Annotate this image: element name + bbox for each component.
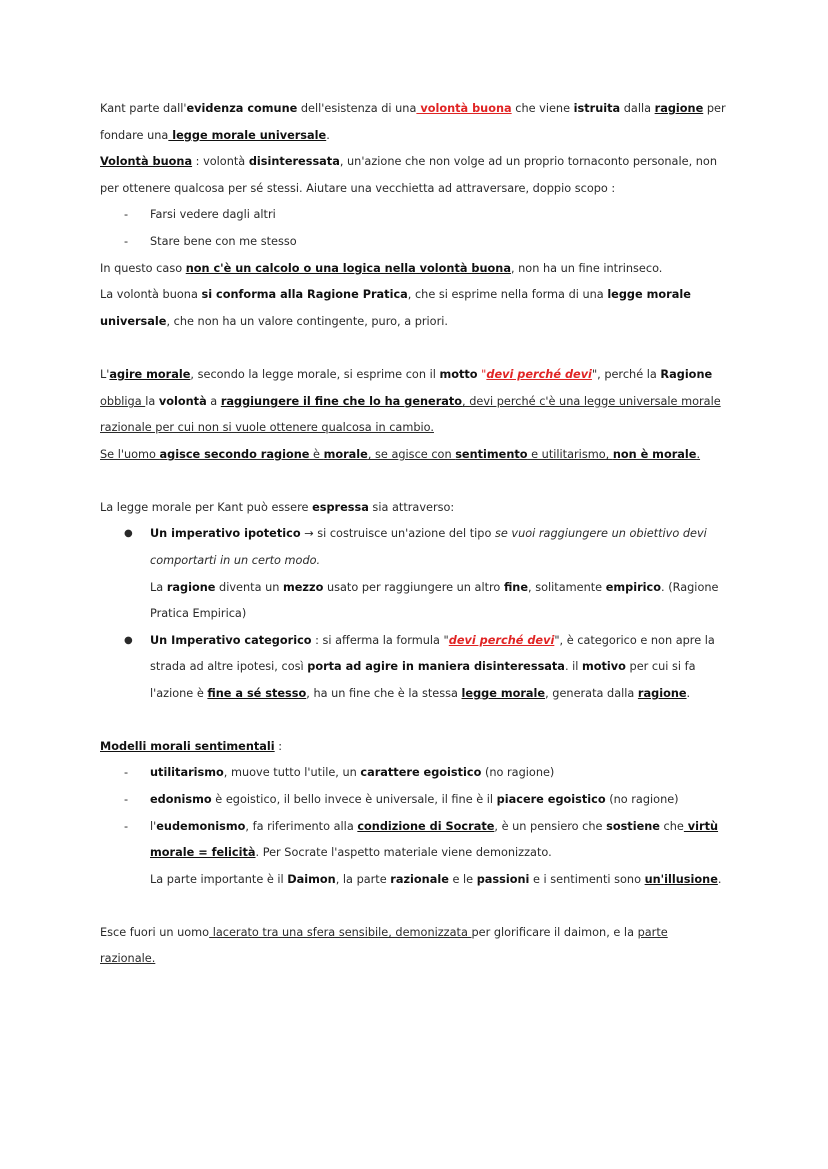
bullet-dot: ● bbox=[124, 528, 133, 539]
para1-line1: Kant parte dall'evidenza comune dell'esistenza di una volontà buona che viene istruita dalla ragione per bbox=[100, 102, 726, 115]
para2-line3: In questo caso non c'è un calcolo o una logica nella volontà buona, non ha un fine intrinseco. bbox=[100, 262, 663, 275]
list-item-eudemonismo-line2: morale = felicità. Per Socrate l'aspetto materiale viene demonizzato. bbox=[150, 846, 552, 859]
bullet-item-categorico-line2: strada ad altre ipotesi, così porta ad agire in maniera disinteressata. il motivo per cui si fa bbox=[150, 660, 696, 673]
para3-line3: razionale per cui non si vuole ottenere qualcosa in cambio. bbox=[100, 421, 434, 434]
list-item-utilitarismo: utilitarismo, muove tutto l'utile, un carattere egoistico (no ragione) bbox=[150, 766, 555, 779]
para1-line2: fondare una legge morale universale. bbox=[100, 129, 330, 142]
para3-line4: Se l'uomo agisce secondo ragione è morale, se agisce con sentimento e utilitarismo, non è morale. bbox=[100, 448, 701, 461]
list-dash: - bbox=[124, 208, 129, 221]
bullet-item-ipotetico-line4: Pratica Empirica) bbox=[150, 607, 247, 620]
para3-line2: obbliga la volontà a raggiungere il fine che lo ha generato, devi perché c'è una legge universale morale bbox=[100, 395, 721, 408]
section-title-modelli: Modelli morali sentimentali : bbox=[100, 740, 283, 753]
para2-line4: La volontà buona si conforma alla Ragione Pratica, che si esprime nella forma di una legge morale bbox=[100, 288, 691, 301]
list-item: Stare bene con me stesso bbox=[150, 235, 297, 248]
bullet-item-ipotetico-line2: comportarti in un certo modo. bbox=[150, 554, 321, 567]
list-dash: - bbox=[124, 793, 129, 806]
list-dash: - bbox=[124, 766, 129, 779]
para2-line1: Volontà buona : volontà disinteressata, un'azione che non volge ad un proprio tornaconto personale, non bbox=[100, 155, 717, 168]
bullet-item-categorico: Un Imperativo categorico : si afferma la formula "devi perché devi", è categorico e non apre la bbox=[150, 634, 715, 647]
para6-line2: razionale. bbox=[100, 952, 156, 965]
list-item: Farsi vedere dagli altri bbox=[150, 208, 276, 221]
list-item-eudemonismo-line3: La parte importante è il Daimon, la parte razionale e le passioni e i sentimenti sono un'illusione. bbox=[150, 873, 722, 886]
para2-line2: per ottenere qualcosa per sé stessi. Aiutare una vecchietta ad attraversare, doppio scopo : bbox=[100, 182, 616, 195]
list-item-edonismo: edonismo è egoistico, il bello invece è universale, il fine è il piacere egoistico (no ragione) bbox=[150, 793, 679, 806]
list-dash: - bbox=[124, 235, 129, 248]
para6-line1: Esce fuori un uomo lacerato tra una sfera sensibile, demonizzata per glorificare il daimon, e la parte bbox=[100, 926, 668, 939]
list-dash: - bbox=[124, 820, 129, 833]
bullet-dot: ● bbox=[124, 635, 133, 646]
bullet-item-ipotetico-line3: La ragione diventa un mezzo usato per raggiungere un altro fine, solitamente empirico. (Ragione bbox=[150, 581, 719, 594]
bullet-item-categorico-line3: l'azione è fine a sé stesso, ha un fine che è la stessa legge morale, generata dalla ragione. bbox=[150, 687, 691, 700]
para3-line1: L'agire morale, secondo la legge morale, si esprime con il motto "devi perché devi", perché la Ragione bbox=[100, 368, 713, 381]
bullet-item-ipotetico: Un imperativo ipotetico → si costruisce un'azione del tipo se vuoi raggiungere un obiettivo devi bbox=[150, 527, 707, 540]
list-item-eudemonismo: l'eudemonismo, fa riferimento alla condizione di Socrate, è un pensiero che sostiene che virtù bbox=[150, 820, 719, 833]
para2-line5: universale, che non ha un valore contingente, puro, a priori. bbox=[100, 315, 448, 328]
para4-intro: La legge morale per Kant può essere espressa sia attraverso: bbox=[100, 501, 455, 514]
